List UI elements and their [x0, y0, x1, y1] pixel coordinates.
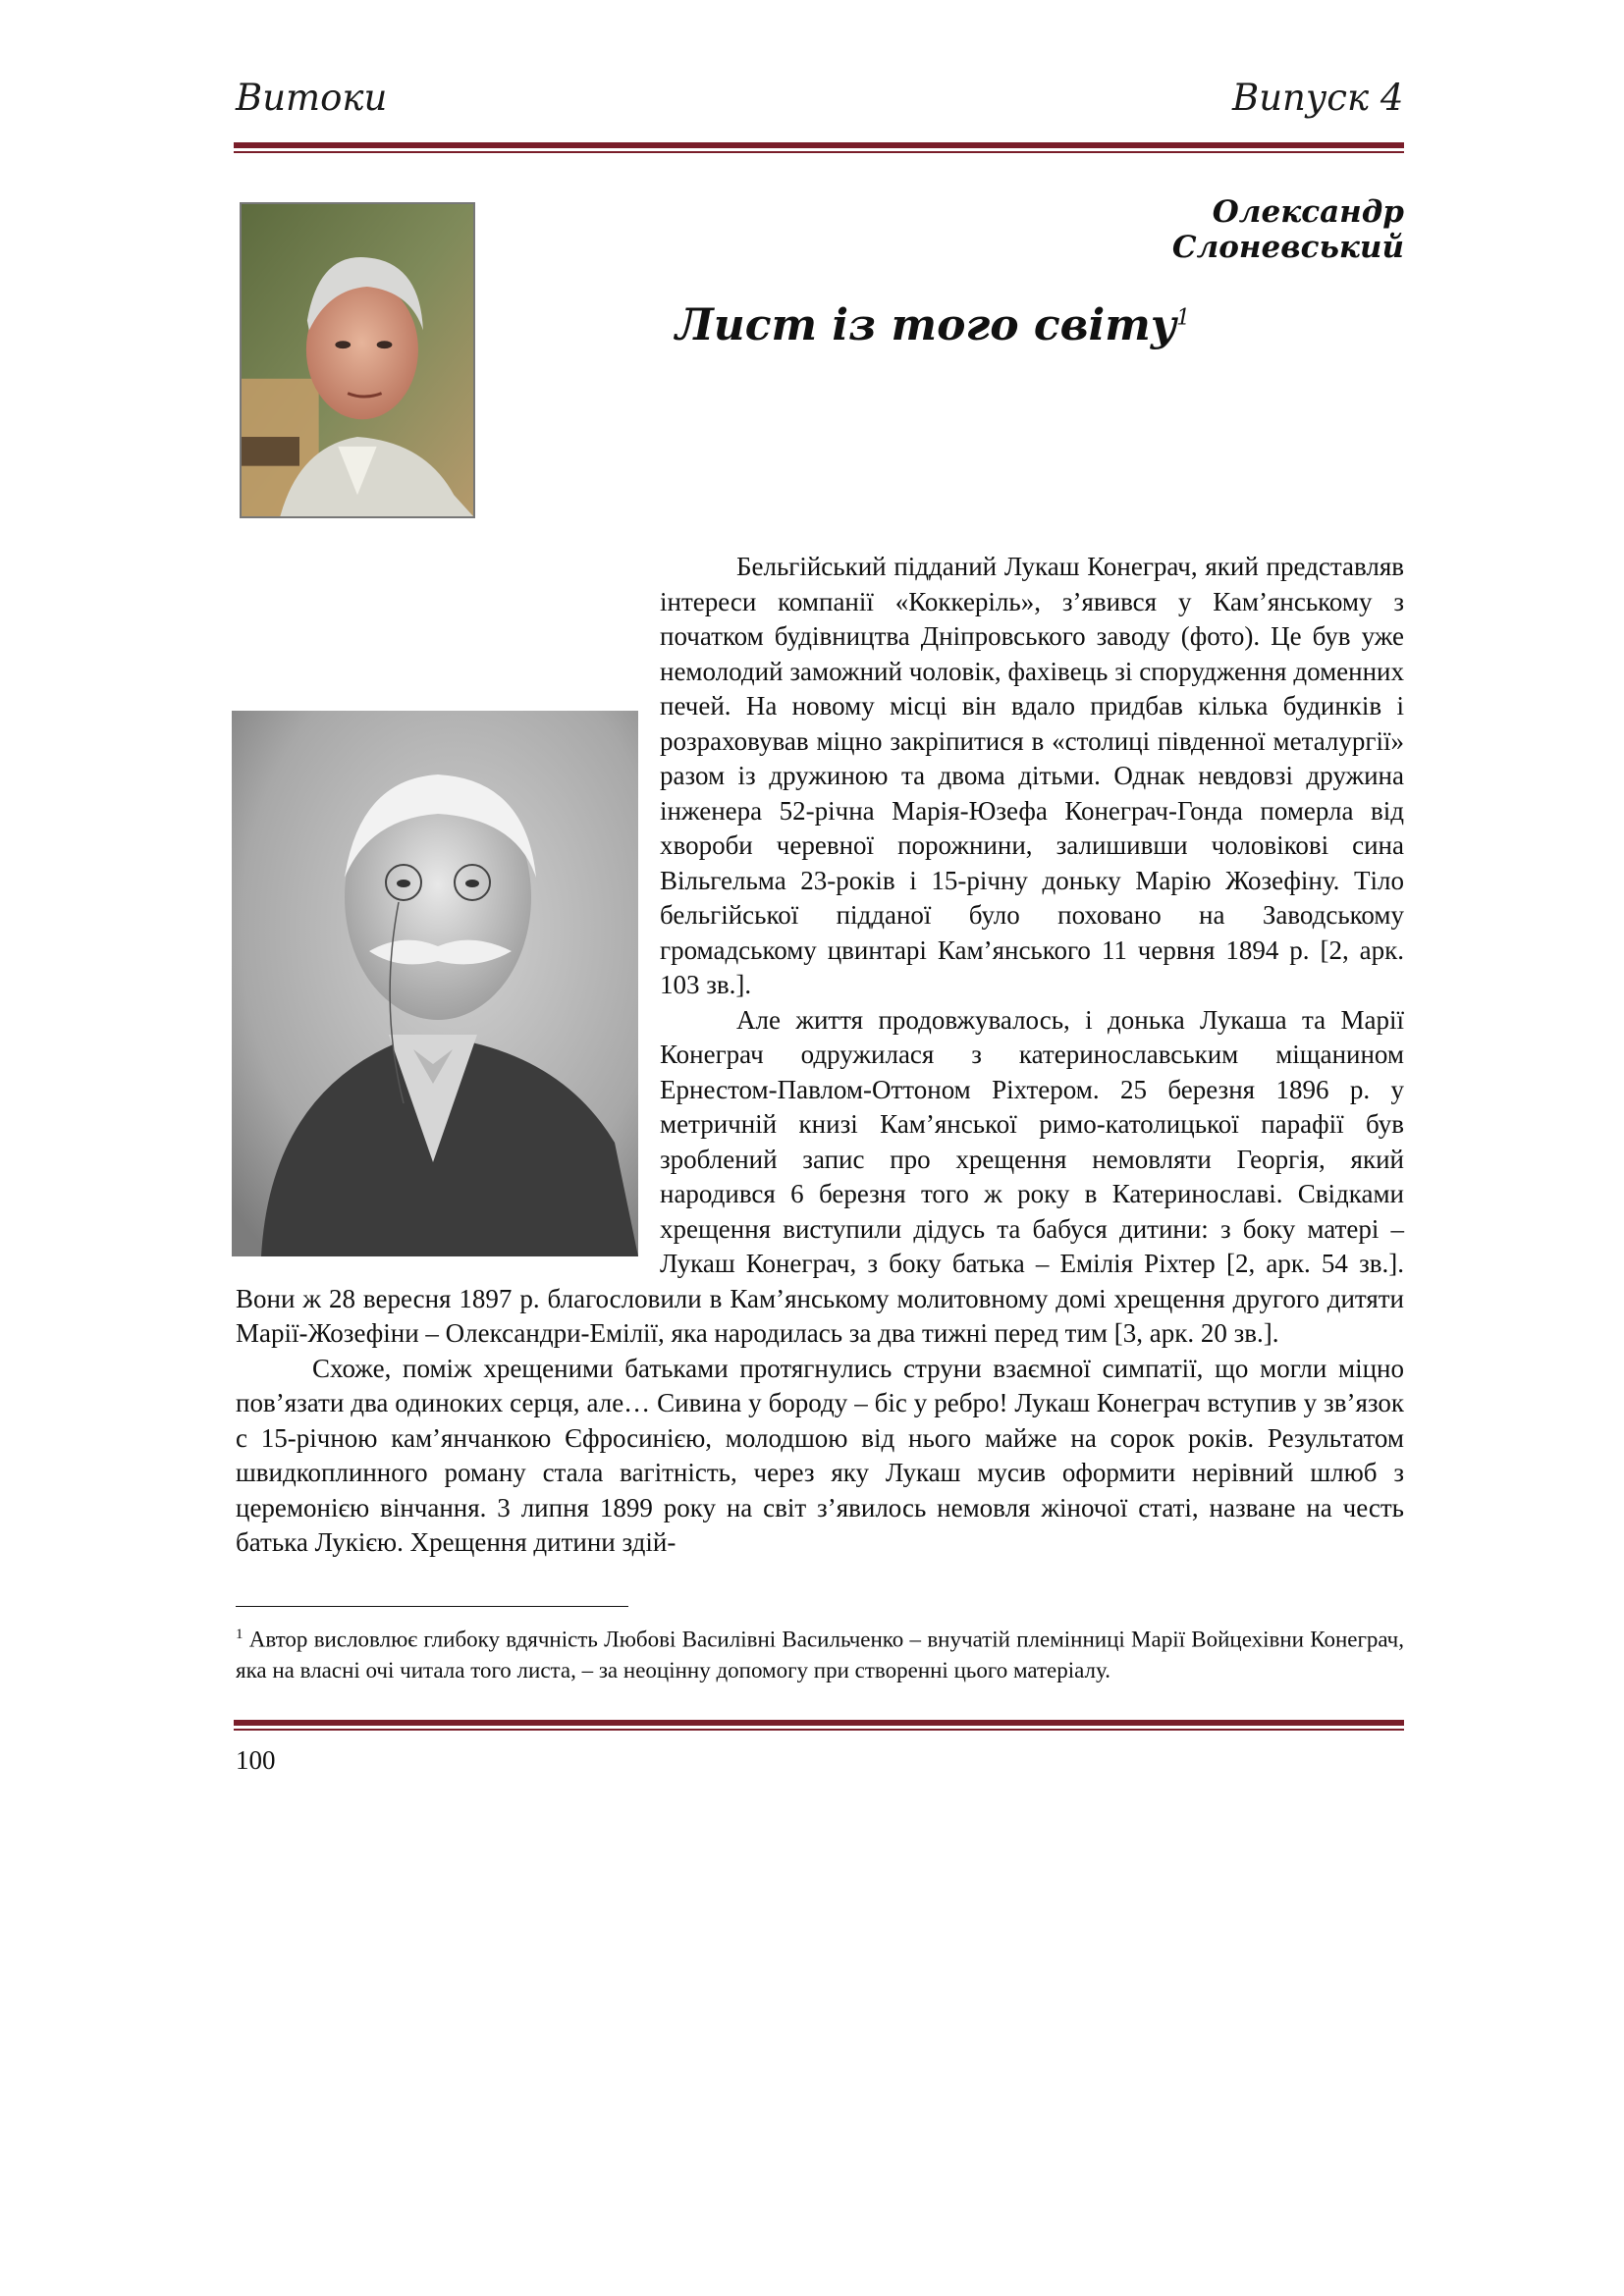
article-title-text: Лист із того світу	[675, 300, 1177, 350]
page-number: 100	[236, 1745, 276, 1775]
paragraph-3: Схоже, поміж хрещеними батьками протягнулись струни взаємної симпатії, що могли міцно пов’язати два одиноких серця, але… Сивина у бороду – біс у ребро! Лукаш Конеграч вступив у зв’язок с 15-річною кам’янчанкою Єфросинією, молодшою від нього майже на сорок років. Результатом швидкоплинного роману стала вагітність, через яку Лукаш мусив оформити нерівний шлюб з церемонією вінчання. 3 липня 1899 року на світ з’явилось немовля жіночої статі, назване на честь батька Лукією. Хрещення дитини здій-	[236, 1353, 1404, 1557]
photo-float-spacer	[234, 707, 640, 1256]
article-title	[589, 300, 1276, 350]
article-body	[236, 550, 1404, 1561]
paragraph-1: Бельгійський підданий Лукаш Конеграч, який представляв інтереси компанії «Коккеріль», з’явився у Кам’янському з початком будівництва Дніпровського заводу (фото). Це був уже немолодий заможний чоловік, фахівець зі спорудження доменних печей. На новому місці він вдало придбав кілька будинків і розраховував міцно закріпитися в «столиці південної металургії» разом із дружиною та двома дітьми. Однак невдовзі дружина інженера 52-річна Марія-Юзефа Конеграч-Гонда померла від хвороби черевної порожнини, залишивши чоловікові сина Вільгельма 23-років і 15-річну доньку Марію Жозефіну. Тіло бельгійської підданої було поховано на Заводському громадському цвинтарі Кам’янського 11 червня 1894 р. [2, арк. 103 зв.].	[660, 552, 1404, 999]
author-photo	[240, 202, 475, 518]
footer-rule	[234, 1720, 1404, 1731]
header-rule	[234, 142, 1404, 153]
title-footnote-mark: 1	[1176, 305, 1191, 331]
footnote-mark: 1	[236, 1627, 244, 1642]
paragraph-2: Але життя продовжувалось, і донька Лукаша та Марії Конеграч одружилася з катеринославським міщанином Ернестом-Павлом-Оттоном Ріхтером. 25 березня 1896 р. у метричній книзі Кам’янської римо-католицької парафії був зроблений запис про хрещення немовляти Георгія, який народився 6 березня того ж року в Катеринославі. Свідками хрещення виступили дідусь та бабуся дитини: з боку матері – Лукаш Конеграч, з боку батька – Емілія Ріхтер [2, арк. 54 зв.]. Вони ж 28 вересня 1897 р. благословили в Кам’янському молитовному домі хрещення другого дитяти Марії-Жозефіни – Олександри-Емілії, яка народилась за два тижні перед тим [3, арк. 20 зв.].	[236, 1004, 1404, 1348]
footnote-divider	[236, 1606, 628, 1607]
footnote-text: Автор висловлює глибоку вдячність Любові Василівні Васильченко – внучатій племінниці Марії Войцехівни Конеграч, яка на власні очі читала того листа, – за неоцінну допомогу при створенні цього матеріалу.	[236, 1627, 1404, 1682]
issue-label: Випуск 4	[1232, 77, 1404, 119]
journal-title: Витоки	[236, 77, 388, 119]
article-author: Олександр Слоневський	[1171, 194, 1404, 265]
footnote	[236, 1620, 1404, 1685]
